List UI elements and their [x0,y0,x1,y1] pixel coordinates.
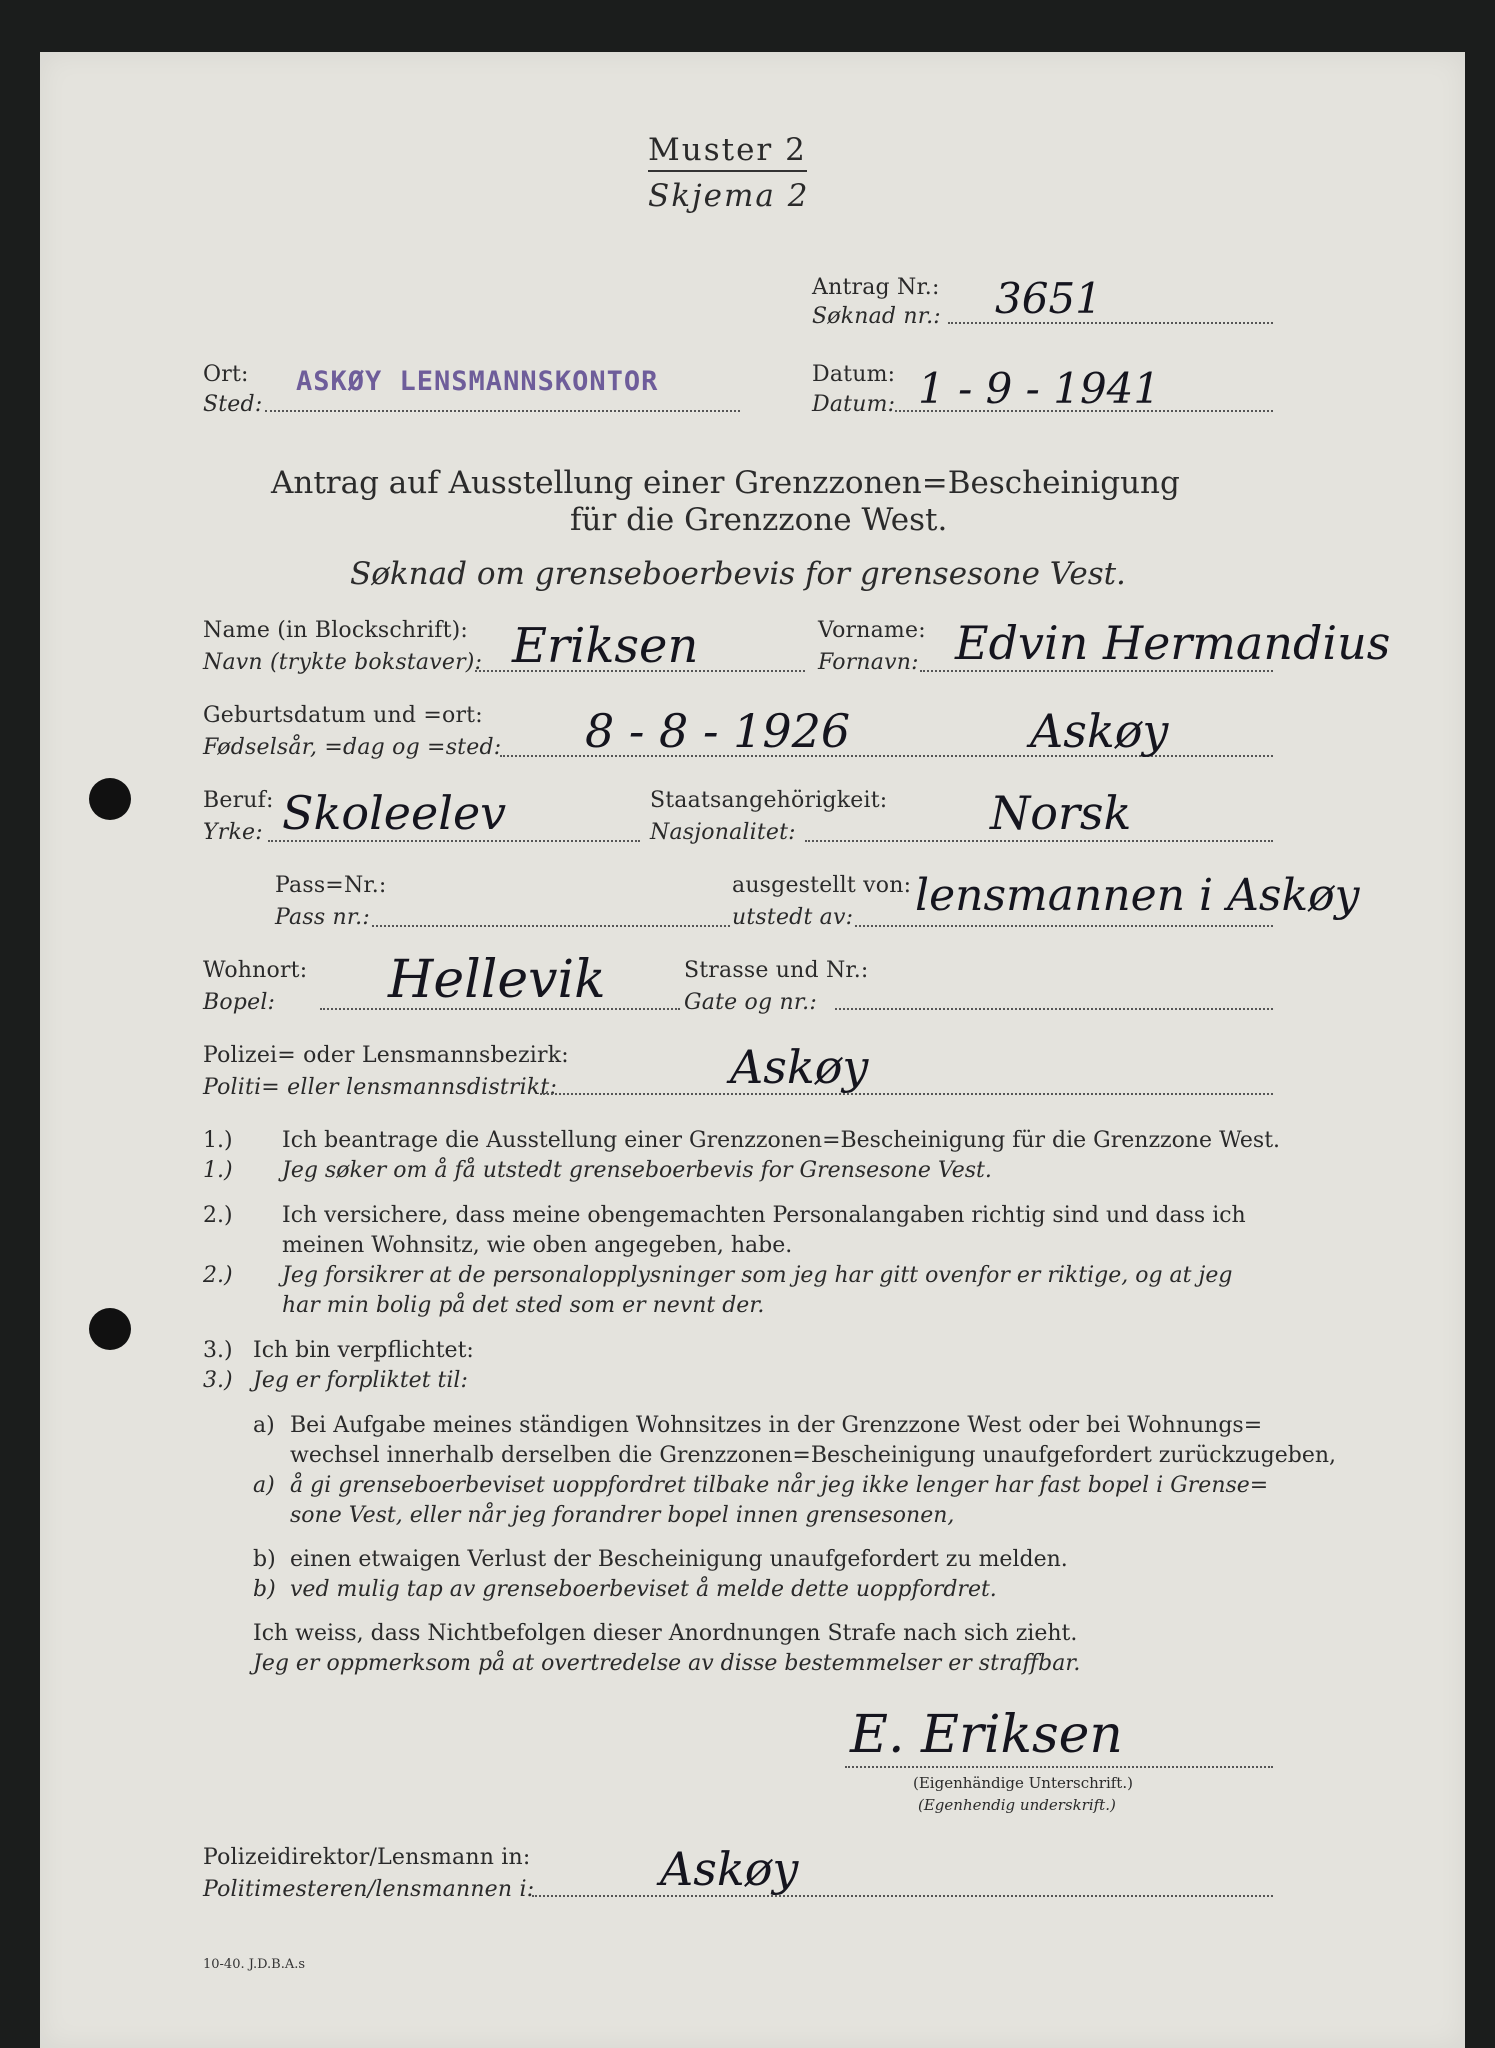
ausgestellt-value: lensmannen i Askøy [915,870,1360,921]
clause-b-label-de: b) [253,1547,276,1572]
clause3-text-no: Jeg er forpliktet til: [253,1368,468,1393]
staat-line [805,840,1273,842]
staat-label-no: Nasjonalitet: [650,820,796,845]
ausgestellt-label-no: utstedt av: [732,905,854,930]
title-no: Søknad om grenseboerbevis for grensesone Vest. [350,556,1126,592]
vorname-label-no: Fornavn: [818,650,919,675]
clause-a-text-de2: wechsel innerhalb derselben die Grenzzonen=Bescheinigung unaufgefordert zurückzugeben, [290,1443,1337,1468]
pass-label-no: Pass nr.: [275,905,370,930]
clause1-text-no: Jeg søker om å få utstedt grenseboerbevis for Grensesone Vest. [282,1158,992,1183]
clause-a-text-no1: å gi grenseboerbeviset uoppfordret tilbake når jeg ikke lenger har fast bopel i Grense= [290,1473,1269,1498]
geburt-date-value: 8 - 8 - 1926 [585,704,851,758]
clause1-text-de: Ich beantrage die Ausstellung einer Grenzzonen=Bescheinigung für die Grenzzone West. [282,1128,1281,1153]
geburt-label-de: Geburtsdatum und =ort: [203,703,483,728]
polizei-line [540,1093,1273,1095]
signature-line [845,1766,1273,1768]
header-muster: Muster 2 [648,132,807,172]
clause2-num-no: 2.) [203,1263,233,1288]
clause-b-label-no: b) [253,1577,276,1602]
pass-line [372,925,730,927]
ort-stamp: ASKØY LENSMANNSKONTOR [296,366,659,397]
strasse-line [835,1008,1273,1010]
geburt-label-no: Fødselsår, =dag og =sted: [203,735,502,760]
strasse-label-de: Strasse und Nr.: [684,958,869,983]
wohnort-label-no: Bopel: [203,990,276,1015]
beruf-label-de: Beruf: [203,788,274,813]
signature-value: E. Eriksen [850,1705,1123,1765]
footer-print-code: 10-40. J.D.B.A.s [203,1957,306,1972]
beruf-value: Skoleelev [282,786,507,840]
datum-label-no: Datum: [812,392,896,417]
wohnort-value: Hellevik [388,950,606,1010]
police-label-no: Politimesteren/lensmannen i: [203,1877,535,1902]
ausgestellt-line [855,925,1273,927]
ausgestellt-label-de: ausgestellt von: [732,873,912,898]
signature-label-de: (Eigenhändige Unterschrift.) [913,1774,1133,1792]
clause3-text-de: Ich bin verpflichtet: [253,1338,474,1363]
police-line [532,1895,1273,1897]
punch-hole-bottom [89,1308,131,1350]
ort-label-de: Ort: [203,362,249,387]
staat-value: Norsk [990,786,1132,840]
police-label-de: Polizeidirektor/Lensmann in: [203,1845,531,1870]
staat-label-de: Staatsangehörigkeit: [650,788,888,813]
clause-b-text-no: ved mulig tap av grenseboerbeviset å melde dette uoppfordret. [290,1577,997,1602]
ort-line [265,410,740,412]
punch-hole-top [89,778,131,820]
wohnort-label-de: Wohnort: [203,958,308,983]
polizei-label-no: Politi= eller lensmannsdistrikt: [203,1075,558,1100]
clause2-text-de2: meinen Wohnsitz, wie oben angegeben, habe. [282,1233,793,1258]
title-de-line1: Antrag auf Ausstellung einer Grenzzonen=Bescheinigung [271,465,1180,501]
clause2-text-no2: har min bolig på det sted som er nevnt der. [282,1293,765,1318]
name-label-de: Name (in Blockschrift): [203,618,469,643]
antrag-label-de: Antrag Nr.: [812,275,940,300]
antrag-label-no: Søknad nr.: [812,304,941,329]
police-value: Askøy [660,1842,799,1896]
clause-a-text-no2: sone Vest, eller når jeg forandrer bopel innen grensesonen, [290,1503,955,1528]
pass-label-de: Pass=Nr.: [275,873,387,898]
datum-label-de: Datum: [812,362,896,387]
clause-a-text-de1: Bei Aufgabe meines ständigen Wohnsitzes in der Grenzzone West oder bei Wohnungs= [290,1413,1263,1438]
datum-value: 1 - 9 - 1941 [918,364,1161,413]
antrag-value: 3651 [995,274,1102,323]
clause1-num-no: 1.) [203,1158,233,1183]
vorname-value: Edvin Hermandius [955,616,1391,670]
vorname-label-de: Vorname: [818,618,926,643]
name-value: Eriksen [512,618,699,674]
header-skjema: Skjema 2 [648,178,810,214]
polizei-label-de: Polizei= oder Lensmannsbezirk: [203,1043,569,1068]
geburt-place-value: Askøy [1030,704,1169,758]
title-de-line2: für die Grenzzone West. [570,502,948,538]
clause2-text-de1: Ich versichere, dass meine obengemachten Personalangaben richtig sind und dass ich [282,1203,1246,1228]
clause1-num-de: 1.) [203,1128,233,1153]
beruf-label-no: Yrke: [203,820,263,845]
final-text-de: Ich weiss, dass Nichtbefolgen dieser Anordnungen Strafe nach sich zieht. [253,1621,1078,1646]
clause-a-label-de: a) [253,1413,275,1438]
clause3-num-de: 3.) [203,1338,233,1363]
strasse-label-no: Gate og nr.: [684,990,817,1015]
beruf-line [268,840,640,842]
clause2-num-de: 2.) [203,1203,233,1228]
signature-label-no: (Egenhendig underskrift.) [918,1796,1116,1814]
clause-a-label-no: a) [253,1473,275,1498]
clause-b-text-de: einen etwaigen Verlust der Bescheinigung unaufgefordert zu melden. [290,1547,1068,1572]
clause3-num-no: 3.) [203,1368,233,1393]
final-text-no: Jeg er oppmerksom på at overtredelse av disse bestemmelser er straffbar. [253,1651,1081,1676]
vorname-line [920,670,1273,672]
polizei-value: Askøy [730,1040,869,1094]
ort-label-no: Sted: [203,392,263,417]
name-label-no: Navn (trykte bokstaver): [203,650,483,675]
clause2-text-no1: Jeg forsikrer at de personalopplysninger som jeg har gitt ovenfor er riktige, og at jeg [282,1263,1233,1288]
